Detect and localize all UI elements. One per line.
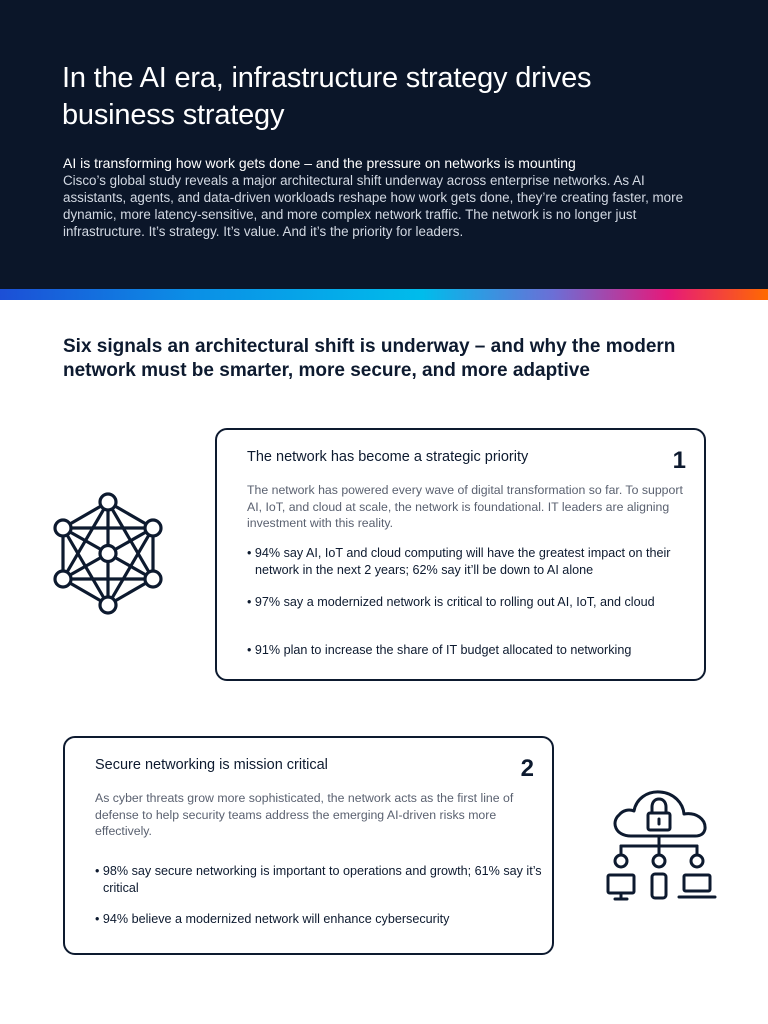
stat-item: • 98% say secure networking is important to operations and growth; 61% say it’s critical [95, 864, 542, 895]
gradient-divider [0, 289, 768, 300]
signal-card-2 [63, 736, 554, 955]
card-number: 1 [672, 447, 686, 474]
stat-item: • 97% say a modernized network is critical to rolling out AI, IoT, and cloud [247, 595, 655, 609]
card-description: As cyber threats grow more sophisticated, the network acts as the first line of defense to help security teams address the emerging AI-driven risks more effectively. [95, 791, 514, 838]
hero-body-text: Cisco’s global study reveals a major architectural shift underway across enterprise networks. As AI assistants, agents, and data-driven workloads reshape how work gets done, they’re creating faster, more dynamic, more latency-sensitive, and more complex network traffic. The network is no longer just infrastructure. It’s strategy. It’s value. And it’s the priority for leaders. [63, 173, 684, 239]
stat-item: • 94% believe a modernized network will enhance cybersecurity [95, 912, 450, 926]
signal-card-1 [215, 428, 706, 681]
stat-item: • 94% say AI, IoT and cloud computing will have the greatest impact on their network in the next 2 years; 62% say it’ll be down to AI alone [247, 546, 671, 577]
stat-item: • 91% plan to increase the share of IT budget allocated to networking [247, 643, 632, 657]
network-mesh-icon [47, 488, 169, 618]
hero-banner [0, 0, 768, 289]
secure-cloud-devices-icon [603, 786, 719, 906]
section-heading: Six signals an architectural shift is underway – and why the modern network must be smarter, more secure, and more adaptive [63, 336, 676, 381]
hero-subheading: AI is transforming how work gets done – and the pressure on networks is mounting [63, 155, 576, 171]
card-title: Secure networking is mission critical [95, 757, 328, 773]
card-title: The network has become a strategic priority [247, 449, 529, 465]
page-title: In the AI era, infrastructure strategy drives business strategy [62, 62, 592, 131]
card-number: 2 [520, 755, 534, 782]
card-description: The network has powered every wave of digital transformation so far. To support AI, IoT, and cloud at scale, the network is foundational. IT leaders are aligning investment with this reality. [247, 483, 683, 530]
